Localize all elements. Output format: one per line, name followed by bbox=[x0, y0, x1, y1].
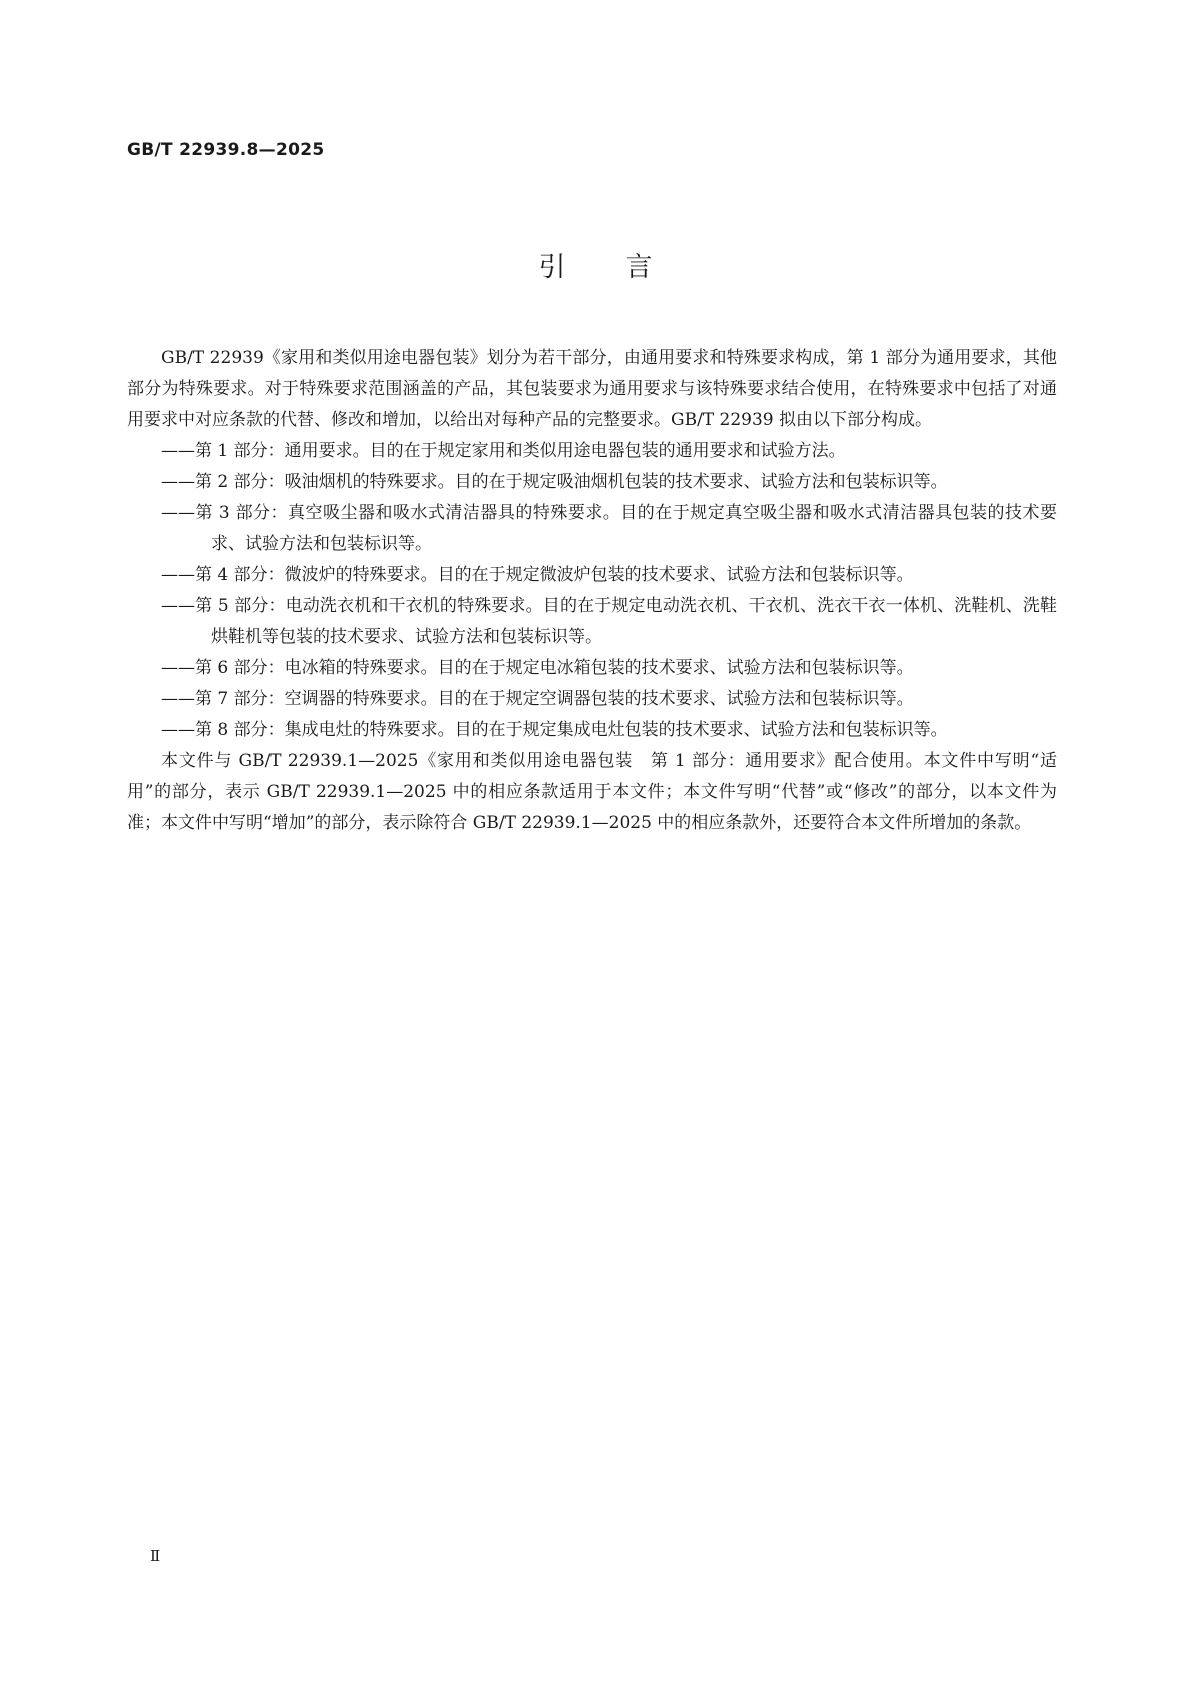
list-item-part-5: ——第 5 部分：电动洗衣机和干衣机的特殊要求。目的在于规定电动洗衣机、干衣机、洗衣干衣一体机、洗鞋机、洗鞋烘鞋机等包装的技术要求、试验方法和包装标识等。 bbox=[161, 596, 1057, 647]
list-item-part-6: ——第 6 部分：电冰箱的特殊要求。目的在于规定电冰箱包装的技术要求、试验方法和包装标识等。 bbox=[161, 658, 914, 678]
document-code: GB/T 22939.8—2025 bbox=[127, 140, 325, 160]
introduction-body bbox=[127, 343, 1057, 839]
list-item-part-4: ——第 4 部分：微波炉的特殊要求。目的在于规定微波炉包装的技术要求、试验方法和包装标识等。 bbox=[161, 565, 914, 585]
closing-paragraph: 本文件与 GB/T 22939.1—2025《家用和类似用途电器包装 第 1 部分：通用要求》配合使用。本文件中写明“适用”的部分，表示 GB/T 22939.1—2025 中的相应条款适用于本文件；本文件写明“代替”或“修改”的部分，以本文件为准；本文件中写明“增加”的部分，表示除符合 GB/T 22939.1—2025 中的相应条款外，还要符合本文件所增加的条款。 bbox=[127, 751, 1057, 833]
list-item-part-3: ——第 3 部分：真空吸尘器和吸水式清洁器具的特殊要求。目的在于规定真空吸尘器和吸水式清洁器具包装的技术要求、试验方法和包装标识等。 bbox=[161, 503, 1057, 554]
intro-paragraph: GB/T 22939《家用和类似用途电器包装》划分为若干部分，由通用要求和特殊要求构成，第 1 部分为通用要求，其他部分为特殊要求。对于特殊要求范围涵盖的产品，其包装要求为通用要求与该特殊要求结合使用，在特殊要求中包括了对通用要求中对应条款的代替、修改和增加，以给出对每种产品的完整要求。GB/T 22939 拟由以下部分构成。 bbox=[127, 348, 1057, 430]
list-item-part-2: ——第 2 部分：吸油烟机的特殊要求。目的在于规定吸油烟机包装的技术要求、试验方法和包装标识等。 bbox=[161, 472, 948, 492]
list-item-part-1: ——第 1 部分：通用要求。目的在于规定家用和类似用途电器包装的通用要求和试验方法。 bbox=[161, 441, 846, 461]
page-title: 引言 bbox=[538, 252, 713, 283]
page-number: Ⅱ bbox=[150, 1547, 161, 1565]
list-item-part-7: ——第 7 部分：空调器的特殊要求。目的在于规定空调器包装的技术要求、试验方法和包装标识等。 bbox=[161, 689, 914, 709]
list-item-part-8: ——第 8 部分：集成电灶的特殊要求。目的在于规定集成电灶包装的技术要求、试验方法和包装标识等。 bbox=[161, 720, 948, 740]
